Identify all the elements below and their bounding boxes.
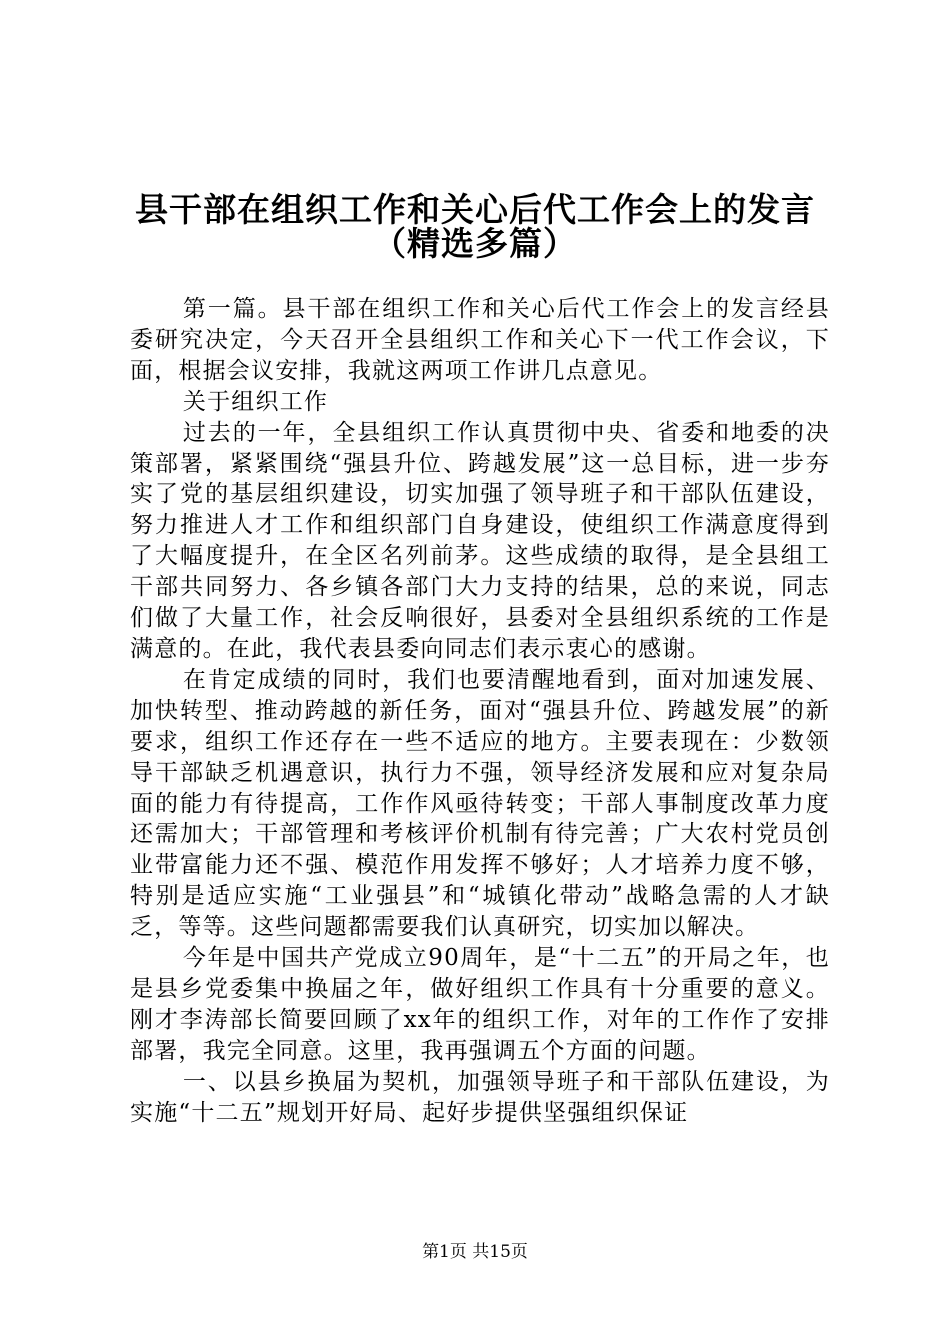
paragraph-problems: 在肯定成绩的同时，我们也要清醒地看到，面对加速发展、加快转型、推动跨越的新任务，面对“强县升位、跨越发展”的新要求，组织工作还存在一些不适应的地方。主要表现在：少数领导干部缺乏机遇意识，执行力不强，领导经济发展和应对复杂局面的能力有待提高，工作作风亟待转变；干部人事制度改革力度还需加大；干部管理和考核评价机制有待完善；广大农村党员创业带富能力还不强、模范作用发挥不够好；人才培养力度不够，特别是适应实施“工业强县”和“城镇化带动”战略急需的人才缺乏，等等。这些问题都需要我们认真研究，切实加以解决。 [130,666,830,941]
document-title: 县干部在组织工作和关心后代工作会上的发言 [135,190,815,229]
document-subtitle: （精选多篇） [373,224,577,263]
section-heading-organization: 关于组织工作 [182,388,329,415]
document-body [130,294,830,1128]
paragraph-past-year: 过去的一年，全县组织工作认真贯彻中央、省委和地委的决策部署，紧紧围绕“强县升位、跨越发展”这一总目标，进一步夯实了党的基层组织建设，切实加强了领导班子和干部队伍建设，努力推进人才工作和组织部门自身建设，使组织工作满意度得到了大幅度提升，在全区名列前茅。这些成绩的取得，是全县组工干部共同努力、各乡镇各部门大力支持的结果，总的来说，同志们做了大量工作，社会反响很好，县委对全县组织系统的工作是满意的。在此，我代表县委向同志们表示衷心的感谢。 [130,419,830,662]
page-footer: 第1页 共15页 [422,1242,528,1262]
paragraph-point-one: 一、以县乡换届为契机，加强领导班子和干部队伍建设，为实施“十二五”规划开好局、起好步提供坚强组织保证 [130,1068,830,1126]
paragraph-this-year: 今年是中国共产党成立90周年，是“十二五”的开局之年，也是县乡党委集中换届之年，做好组织工作具有十分重要的意义。刚才李涛部长简要回顾了xx年的组织工作，对年的工作作了安排部署，我完全同意。这里，我再强调五个方面的问题。 [130,945,830,1064]
paragraph-intro: 第一篇。县干部在组织工作和关心后代工作会上的发言经县委研究决定，今天召开全县组织工作和关心下一代工作会议，下面，根据会议安排，我就这两项工作讲几点意见。 [130,296,830,384]
